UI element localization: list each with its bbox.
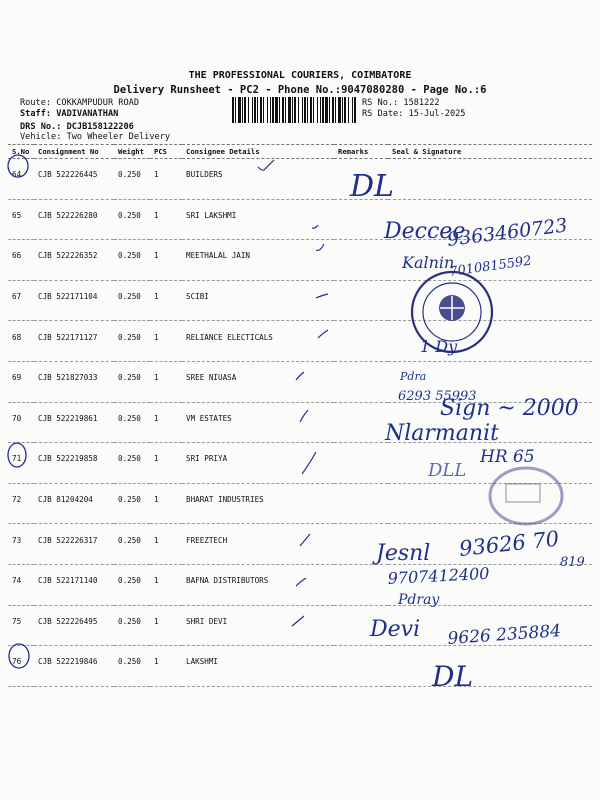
row-consignment-no: CJB 522226317: [34, 524, 114, 565]
row-seal-signature: [388, 443, 592, 484]
barcode-bar: [235, 97, 236, 123]
barcode-bar: [263, 97, 264, 123]
handwritten-phone-6: 9626 235884: [446, 621, 562, 649]
barcode-bar: [267, 97, 268, 123]
row-consignee: BUILDERS: [182, 159, 334, 200]
row-weight: 0.250: [114, 524, 150, 565]
row-consignment-no: CJB 522219858: [34, 443, 114, 484]
row-sno: 69: [8, 361, 34, 402]
drs-label: DRS No.: DCJB158122206: [20, 122, 134, 132]
row-sno: 75: [8, 605, 34, 646]
row-consignment-no: CJB 522171127: [34, 321, 114, 362]
barcode-bar: [260, 97, 262, 123]
barcode-bar: [354, 97, 356, 123]
barcode-bar: [325, 97, 328, 123]
row-pcs: 1: [150, 524, 182, 565]
row-seal-signature: [388, 646, 592, 687]
row-sno: 74: [8, 564, 34, 605]
barcode-bar: [275, 97, 278, 123]
row-consignee: SRI PRIYA: [182, 443, 334, 484]
row-consignee: VM ESTATES: [182, 402, 334, 443]
row-consignee: SHRI DEVI: [182, 605, 334, 646]
table-row: [8, 159, 592, 200]
handwritten-signature-73: Jesnl: [376, 541, 431, 566]
handwritten-phone-2: 7010815592: [448, 253, 533, 280]
barcode-bar: [320, 97, 321, 123]
row-sno: 70: [8, 402, 34, 443]
barcode-bar: [317, 97, 318, 123]
row-seal-signature: [388, 402, 592, 443]
handwritten-signature-71: Nlarmanit: [385, 421, 499, 446]
row-consignee: SCIBI: [182, 280, 334, 321]
row-remarks: [334, 402, 388, 443]
row-seal-signature: [388, 321, 592, 362]
barcode-bar: [310, 97, 312, 123]
table-row: [8, 240, 592, 281]
row-sno: 68: [8, 321, 34, 362]
barcode-bar: [304, 97, 306, 123]
row-remarks: [334, 199, 388, 240]
row-sno: 76: [8, 646, 34, 687]
barcode-bar: [288, 97, 291, 123]
table-row: [8, 524, 592, 565]
route-label: Route: COKKAMPUDUR ROAD: [20, 98, 139, 108]
row-consignee: SREE NIUASA: [182, 361, 334, 402]
row-sno: 67: [8, 280, 34, 321]
rs-number: RS No.: 1581222: [362, 98, 440, 108]
row-seal-signature: [388, 524, 592, 565]
row-weight: 0.250: [114, 240, 150, 281]
row-sno: 64: [8, 159, 34, 200]
row-weight: 0.250: [114, 605, 150, 646]
row-pcs: 1: [150, 199, 182, 240]
barcode-bar: [298, 97, 299, 123]
table-row: [8, 605, 592, 646]
barcode-bar: [302, 97, 303, 123]
col-sno: S.No: [8, 145, 34, 159]
row-consignee: RELIANCE ELECTICALS: [182, 321, 334, 362]
row-pcs: 1: [150, 240, 182, 281]
row-remarks: [334, 321, 388, 362]
barcode-bar: [248, 97, 249, 123]
row-seal-signature: [388, 280, 592, 321]
row-sno: 73: [8, 524, 34, 565]
handwritten-signature-1: Deccee: [384, 219, 466, 244]
runsheet-table: [8, 144, 592, 687]
barcode-bar: [270, 97, 271, 123]
handwritten-dl-top: DL: [350, 169, 394, 204]
row-consignment-no: CJB 521827033: [34, 361, 114, 402]
row-seal-signature: [388, 199, 592, 240]
table-row: [8, 564, 592, 605]
barcode-bar: [332, 97, 334, 123]
row-pcs: 1: [150, 159, 182, 200]
handwritten-phone-3: 6293 55993: [398, 389, 477, 404]
row-seal-signature: [388, 605, 592, 646]
row-sno: 66: [8, 240, 34, 281]
barcode: [232, 97, 356, 123]
handwritten-signature-2: Kalnin: [402, 253, 455, 272]
barcode-bar: [329, 97, 330, 123]
table-row: [8, 483, 592, 524]
row-remarks: [334, 240, 388, 281]
runsheet-title: Delivery Runsheet - PC2 - Phone No.:9047080280 - Page No.:6: [113, 84, 487, 96]
table-row: [8, 646, 592, 687]
table-row: [8, 321, 592, 362]
barcode-bar: [352, 97, 353, 123]
row-pcs: 1: [150, 443, 182, 484]
row-pcs: 1: [150, 646, 182, 687]
table-row: [8, 280, 592, 321]
row-remarks: [334, 564, 388, 605]
row-consignee: SRI LAKSHMI: [182, 199, 334, 240]
row-consignment-no: CJB 522226445: [34, 159, 114, 200]
row-sno: 71: [8, 443, 34, 484]
barcode-bar: [252, 97, 253, 123]
vehicle-label: Vehicle: Two Wheeler Delivery: [20, 132, 171, 142]
row-remarks: [334, 443, 388, 484]
row-consignment-no: CJB 522226280: [34, 199, 114, 240]
col-seal-signature: Seal & Signature: [388, 145, 592, 159]
barcode-bar: [254, 97, 256, 123]
row-sno: 72: [8, 483, 34, 524]
barcode-bar: [242, 97, 243, 123]
handwritten-initial: 1 Dy: [420, 337, 458, 356]
col-consignee: Consignee Details: [182, 145, 334, 159]
row-seal-signature: [388, 361, 592, 402]
row-seal-signature: [388, 483, 592, 524]
handwritten-phone-1: 9363460723: [445, 214, 569, 251]
row-consignment-no: CJB 522219846: [34, 646, 114, 687]
row-weight: 0.250: [114, 280, 150, 321]
table-row: [8, 199, 592, 240]
row-consignee: MEETHALAL JAIN: [182, 240, 334, 281]
handwritten-signature-70: Sign ~ 2000: [440, 396, 579, 421]
barcode-bar: [292, 97, 293, 123]
barcode-bar: [338, 97, 341, 123]
col-remarks: Remarks: [334, 145, 388, 159]
row-pcs: 1: [150, 361, 182, 402]
handwritten-devi-name: Devi: [370, 617, 421, 642]
barcode-bar: [257, 97, 258, 123]
row-consignment-no: CJB 522226352: [34, 240, 114, 281]
row-weight: 0.250: [114, 159, 150, 200]
row-pcs: 1: [150, 321, 182, 362]
handwritten-phone-4: 93626 70: [458, 526, 561, 561]
row-weight: 0.250: [114, 443, 150, 484]
row-consignee: BAFNA DISTRIBUTORS: [182, 564, 334, 605]
rs-date: RS Date: 15-Jul-2025: [362, 109, 466, 119]
handwritten-phone-5: 9707412400: [387, 563, 490, 588]
table-row: [8, 361, 592, 402]
row-seal-signature: [388, 564, 592, 605]
row-pcs: 1: [150, 402, 182, 443]
barcode-bar: [322, 97, 324, 123]
table-row: [8, 402, 592, 443]
barcode-bar: [244, 97, 246, 123]
row-consignment-no: CJB 522219861: [34, 402, 114, 443]
row-pcs: 1: [150, 280, 182, 321]
barcode-bar: [348, 97, 349, 123]
row-weight: 0.250: [114, 321, 150, 362]
row-remarks: [334, 524, 388, 565]
row-seal-signature: [388, 240, 592, 281]
handwritten-phone-4-cont: 819: [560, 555, 585, 570]
row-consignee: BHARAT INDUSTRIES: [182, 483, 334, 524]
handwritten-name-69: Pdra: [400, 370, 427, 383]
row-consignee: LAKSHMI: [182, 646, 334, 687]
barcode-bar: [285, 97, 286, 123]
barcode-bar: [238, 97, 241, 123]
barcode-bar: [282, 97, 284, 123]
barcode-bar: [272, 97, 274, 123]
row-remarks: [334, 159, 388, 200]
table-row: [8, 443, 592, 484]
barcode-bar: [307, 97, 308, 123]
barcode-bar: [232, 97, 234, 123]
staff-label: Staff: VADIVANATHAN: [20, 109, 119, 119]
row-consignment-no: CJB 522171104: [34, 280, 114, 321]
row-seal-signature: [388, 159, 592, 200]
handwritten-scribble: DLL: [428, 460, 467, 481]
row-pcs: 1: [150, 605, 182, 646]
row-weight: 0.250: [114, 564, 150, 605]
row-consignment-no: CJB 81204204: [34, 483, 114, 524]
barcode-bar: [342, 97, 343, 123]
row-consignment-no: CJB 522226495: [34, 605, 114, 646]
col-consignment: Consignment No: [34, 145, 114, 159]
barcode-bar: [294, 97, 296, 123]
barcode-bar: [279, 97, 280, 123]
col-pcs: PCS: [150, 145, 182, 159]
row-pcs: 1: [150, 483, 182, 524]
row-consignment-no: CJB 522171140: [34, 564, 114, 605]
barcode-bar: [335, 97, 336, 123]
row-remarks: [334, 361, 388, 402]
row-consignee: FREEZTECH: [182, 524, 334, 565]
row-remarks: [334, 605, 388, 646]
row-weight: 0.250: [114, 199, 150, 240]
row-remarks: [334, 483, 388, 524]
handwritten-signature-74: Pdray: [398, 592, 440, 608]
table-header-row: [8, 145, 592, 159]
row-weight: 0.250: [114, 483, 150, 524]
handwritten-dl-bottom: DL: [432, 660, 474, 693]
barcode-bar: [344, 97, 346, 123]
row-sno: 65: [8, 199, 34, 240]
handwritten-hr-mark: HR 65: [480, 447, 535, 467]
barcode-bar: [313, 97, 314, 123]
row-remarks: [334, 280, 388, 321]
row-weight: 0.250: [114, 646, 150, 687]
row-remarks: [334, 646, 388, 687]
col-weight: Weight: [114, 145, 150, 159]
row-weight: 0.250: [114, 402, 150, 443]
company-title: THE PROFESSIONAL COURIERS, COIMBATORE: [188, 70, 412, 81]
row-weight: 0.250: [114, 361, 150, 402]
row-pcs: 1: [150, 564, 182, 605]
